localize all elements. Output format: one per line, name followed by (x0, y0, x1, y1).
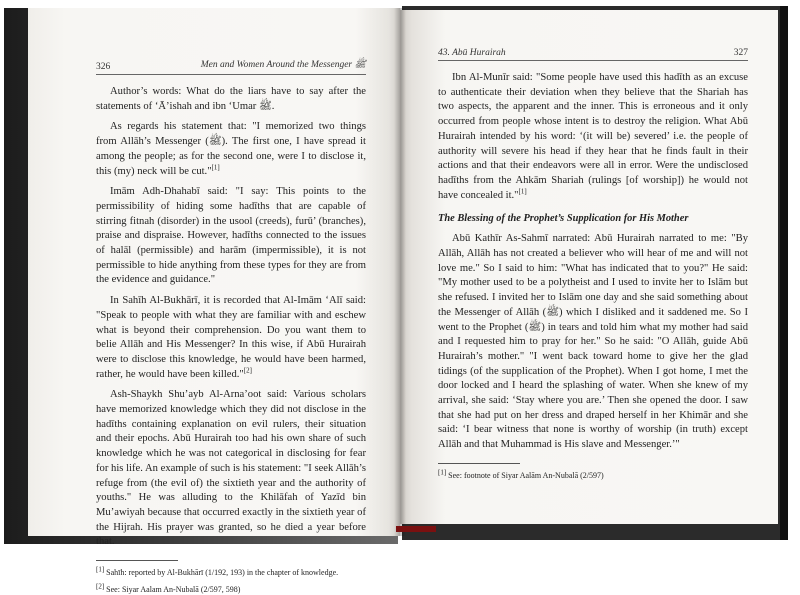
footnote-ref: [1] (211, 162, 220, 171)
paragraph: Abū Kathīr As-Sahmī narrated: Abū Hurairah narrated to me: "By Allāh, Allāh has not created a believer who will hear of me and will not love me." So I said to him: "What has indicated that to you?" He said: "My mother used to be a polytheist and I used to invite her to Islām but she refused. I invited her to Islām one day and she said something about the Messenger of Allāh (ﷺ) which I disliked and it saddened me. So I went to the Prophet (ﷺ) in tears and told him what my mother had said and I requested him to pray for her." So he said: "O Allāh, guide Abū Hurairah’s mother." "I went back toward home to give her the glad tidings (of the supplication of the Prophet). When I got home, I met the door locked and I heard the splashing of water. When she knew of my arrival, she said: ‘Stay where you are.’ Then she opened the door. I saw that she had put on her dress and draped herself in her Khimār and she said: ‘I bear witness that none is worthy of worship (in truth) except Allāh and that Muhammad is His slave and Messenger.’" (438, 233, 748, 451)
left-page-body (96, 85, 366, 550)
footnote-ref: [1] (518, 187, 527, 196)
paragraph: Ibn Al-Munīr said: "Some people have used this hadīth as an excuse to authenticate their deviation when they believe that the Shariah has two aspects, the apparent and the inner. This is erroneous and it only occurred from people whose intent is to destroy the religion. What Abū Hurairah intended by his word: ‘(it will be) severed’ i.e. the people of authority will severe his head if they hear that he finds fault in their actions and that their endeavors were all in error. Were the undisclosed hadīths from the Ahkām Shariah (rulings [of worship]) he would not have concealed it."[1] (438, 72, 748, 201)
book-headband (396, 526, 436, 532)
footnote: [1] Sahīh: reported by Al-Bukhārī (1/192, 193) in the chapter of knowledge. (96, 565, 339, 578)
footnote: [1] See: footnote of Siyar Aalām An-Nubalā (2/597) (438, 468, 604, 480)
paragraph: Author’s words: What do the liars have to say after the statements of ‘Ā’ishah and ibn ‘Umar ﷺ. (96, 86, 366, 112)
left-footnotes (96, 567, 366, 595)
right-running-header: 43. Abū Hurairah (438, 48, 506, 58)
paragraph: In Sahīh Al-Bukhārī, it is recorded that Al-Imām ‘Alī said: "Speak to people with what they are familiar with and eschew what is beyond their comprehension. Do you want them to belie Allāh and His Messenger? In this wise, if Abū Hurairah were to disclose this knowledge, he would have been harmed, rather, he would have been killed."[2] (96, 295, 366, 380)
paragraph: Ash-Shaykh Shu’ayb Al-Arna’oot said: Various scholars have memorized knowledge which they did not disclose in the hadīths containing explanation on evil rulers, their situation and their epochs. Abū Hurairah too had his own share of such knowledge which he was not categorical in disclosing for fear for his life. An example of such is his statement: "I seek Allāh’s refuge from (the evil of) the sixtieth year and the authority of youths." He was alluding to the Khilāfah of Yazīd bin Mu’awiyah because that occurred exactly in the sixtieth year of the Hijrah. His prayer was granted, so he died a year before that. (96, 389, 366, 548)
right-footnotes (438, 470, 748, 481)
section-title: The Blessing of the Prophet’s Supplication for His Mother (438, 213, 689, 225)
left-running-header: Men and Women Around the Messenger ﷺ (200, 60, 366, 70)
left-page-number: 326 (96, 62, 111, 72)
book-spine-shadow (394, 8, 406, 536)
footnote-ref: [2] (243, 366, 252, 375)
right-page-body (438, 71, 748, 453)
footnote-rule (438, 463, 520, 464)
footnote: [2] See: Siyar Aalam An-Nubalā (2/597, 598) (96, 582, 241, 595)
right-page (400, 10, 778, 524)
paragraph: As regards his statement that: "I memorized two things from Allāh’s Messenger (ﷺ). The first one, I have spread it among the people; as for the second one, were I to disclose it, this (my) neck will be cut."[1] (96, 121, 366, 177)
left-page-header (96, 58, 366, 75)
paragraph: Imām Adh-Dhahabī said: "I say: This points to the permissibility of hiding some hadīths that are capable of stirring fitnah (disorder) in the usool (creeds), furū’ (branches), praise and dispraise. However, hadīths connected to the issues of halāl (permissible) and harām (impermissible), it is not permissible to hide anything from these types for they are from the evidence and guidance." (96, 186, 366, 286)
right-page-number: 327 (733, 48, 748, 58)
right-page-header (438, 48, 748, 61)
left-page (28, 8, 400, 595)
footnote-rule (96, 560, 178, 561)
